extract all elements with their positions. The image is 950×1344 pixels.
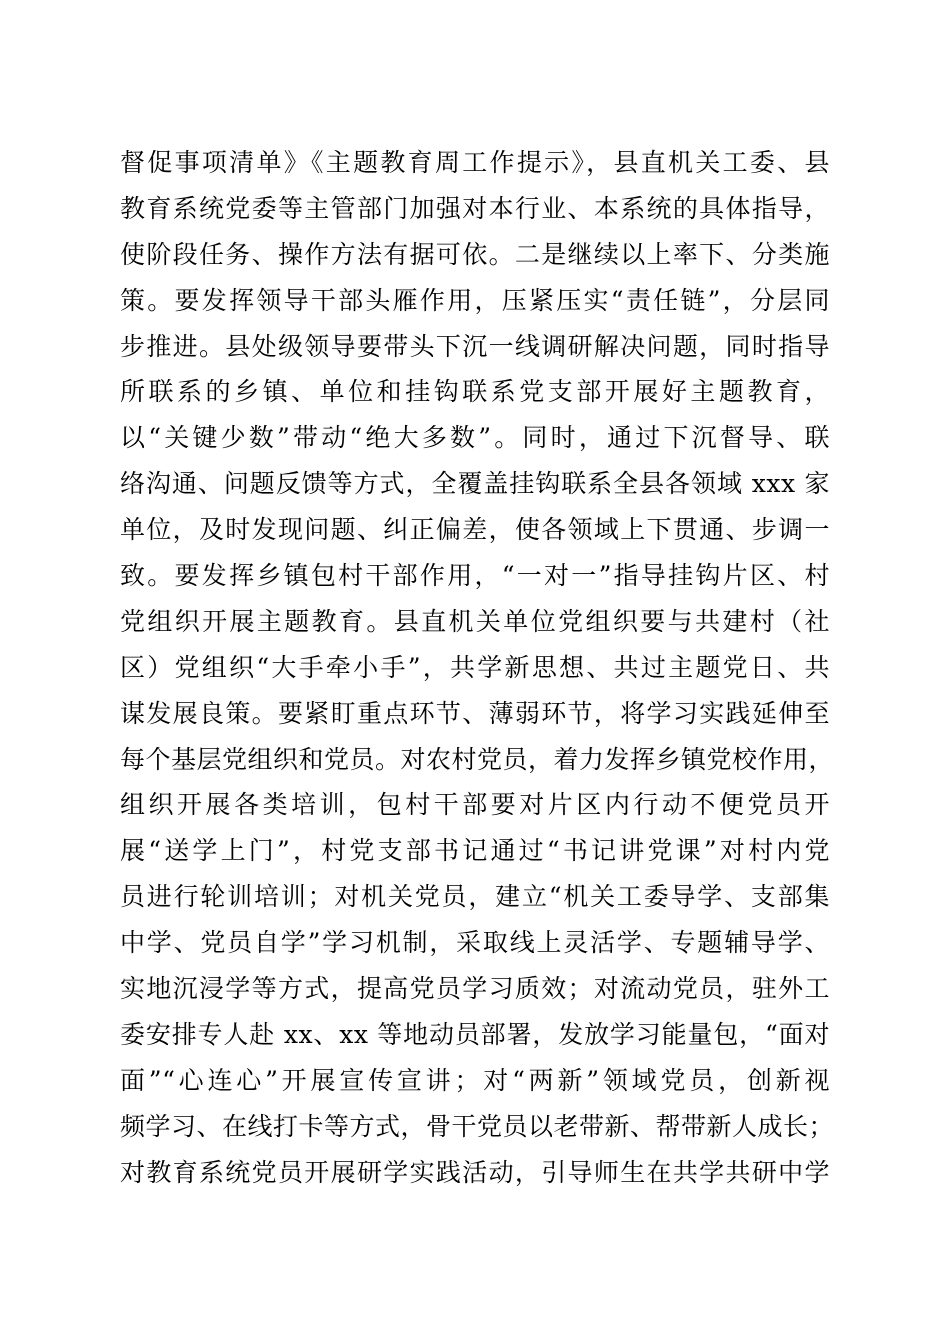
text-line: 每个基层党组织和党员。对农村党员，着力发挥乡镇党校作用，: [120, 744, 835, 774]
text-line: 使阶段任务、操作方法有据可依。二是继续以上率下、分类施: [120, 239, 830, 269]
text-line: 委安排专人赴 xx、xx 等地动员部署，发放学习能量包，“面对: [120, 1019, 830, 1049]
text-line: 面”“心连心”开展宣传宣讲；对“两新”领域党员，创新视: [120, 1065, 830, 1095]
text-line: 频学习、在线打卡等方式，骨干党员以老带新、帮带新人成长；: [120, 1111, 835, 1141]
text-line: 展“送学上门”，村党支部书记通过“书记讲党课”对村内党: [120, 836, 830, 866]
text-line: 对教育系统党员开展研学实践活动，引导师生在共学共研中学: [120, 1157, 830, 1187]
text-line: 员进行轮训培训；对机关党员，建立“机关工委导学、支部集: [120, 882, 830, 912]
text-line: 教育系统党委等主管部门加强对本行业、本系统的具体指导，: [120, 193, 830, 223]
text-line: 策。要发挥领导干部头雁作用，压紧压实“责任链”，分层同: [120, 285, 830, 315]
text-line: 区）党组织“大手牵小手”，共学新思想、共过主题党日、共: [120, 652, 830, 682]
text-line: 单位，及时发现问题、纠正偏差，使各领域上下贯通、步调一: [120, 515, 830, 545]
text-line: 督促事项清单》《主题教育周工作提示》，县直机关工委、县: [120, 148, 830, 177]
text-line: 党组织开展主题教育。县直机关单位党组织要与共建村（社: [120, 606, 830, 636]
text-line: 实地沉浸学等方式，提高党员学习质效；对流动党员，驻外工: [120, 974, 830, 1004]
text-line: 中学、党员自学”学习机制，采取线上灵活学、专题辅导学、: [120, 928, 830, 958]
text-line: 络沟通、问题反馈等方式，全覆盖挂钩联系全县各领域 xxx 家: [120, 469, 830, 499]
text-line: 步推进。县处级领导要带头下沉一线调研解决问题，同时指导: [120, 331, 830, 361]
text-line: 谋发展良策。要紧盯重点环节、薄弱环节，将学习实践延伸至: [120, 698, 830, 728]
text-line: 致。要发挥乡镇包村干部作用，“一对一”指导挂钩片区、村: [120, 561, 830, 591]
body-text: [120, 140, 835, 1195]
text-line: 以“关键少数”带动“绝大多数”。同时，通过下沉督导、联: [120, 423, 830, 453]
text-line: 组织开展各类培训，包村干部要对片区内行动不便党员开: [120, 790, 830, 820]
text-line: 所联系的乡镇、单位和挂钩联系党支部开展好主题教育，: [120, 377, 830, 407]
